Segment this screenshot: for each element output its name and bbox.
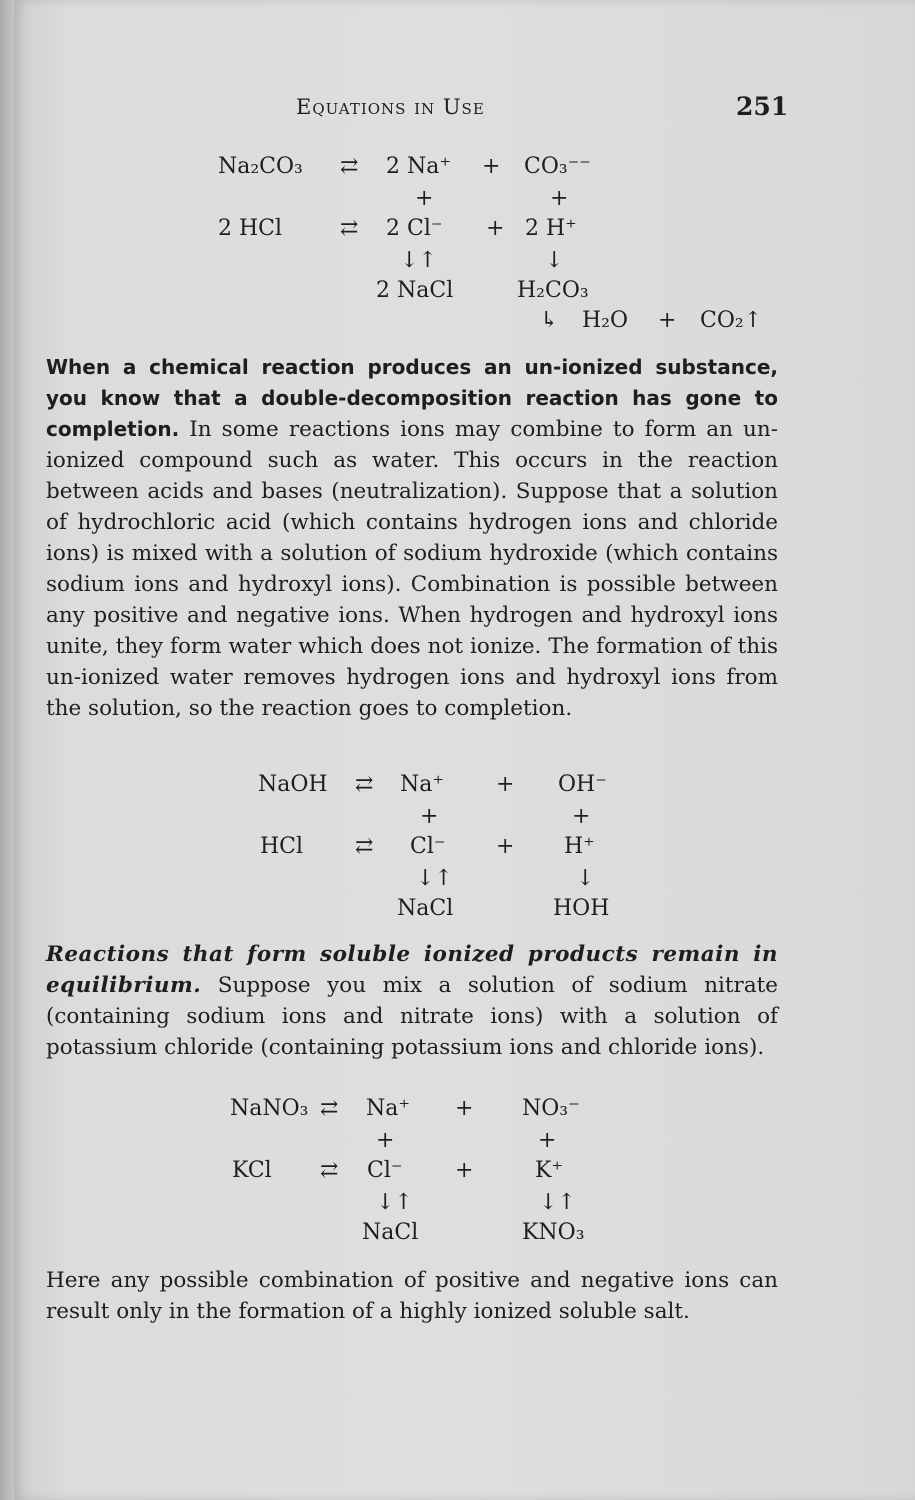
paragraph-body: Here any possible combination of positive and negative ions can result only in the formation of a highly ionized soluble salt.: [46, 1268, 778, 1324]
down-arrow: ↓: [545, 248, 564, 273]
reversible-arrow: ↓↑: [400, 248, 437, 273]
page-number: 251: [736, 92, 789, 121]
running-header: Equations in Use: [296, 95, 485, 119]
plus-sign: +: [455, 1096, 474, 1121]
down-arrow: ↓: [576, 866, 595, 891]
paragraph-lead-italic: Reactions that form soluble ionized products remain in equilibrium.: [46, 942, 778, 998]
paragraph-body: In some reactions ions may combine to form an un-ionized compound such as water. This occurs in the reaction between acids and bases (neutralization). Suppose that a solution of hydrochloric acid (which contains hydrogen ions and chloride ions) is mixed with a solution of sodium hydroxide (which contains sodium ions and hydroxyl ions). Combination is possible between any positive and negative ions. When hydrogen and hydroxyl ions unite, they form water which does not ionize. The formation of this un-ionized water removes hydrogen ions and hydroxyl ions from the solution, so the reaction goes to completion.: [46, 417, 778, 721]
plus-sign: +: [496, 834, 515, 859]
product-nacl: NaCl: [397, 896, 454, 921]
reactant-hcl: 2 HCl: [218, 216, 283, 241]
plus-sign: +: [496, 772, 515, 797]
plus-sign: +: [538, 1128, 557, 1153]
paragraph-body: Suppose you mix a solution of sodium nitrate (containing sodium ions and nitrate ions) with a solution of potassium chloride (containing potassium ions and chloride ions).: [46, 973, 778, 1060]
reactant-hcl: HCl: [260, 834, 304, 859]
plus-sign: +: [420, 804, 439, 829]
book-spine-shadow: [0, 0, 14, 1500]
ion-chloride: Cl⁻: [410, 834, 446, 859]
product-h2co3: H₂CO₃: [517, 278, 589, 303]
paragraph-soluble-salt: [46, 1265, 778, 1327]
equilibrium-arrow: ⇄: [320, 1096, 339, 1121]
ion-chloride: 2 Cl⁻: [386, 216, 443, 241]
ion-sodium: 2 Na⁺: [386, 154, 451, 179]
ion-hydroxyl: OH⁻: [558, 772, 607, 797]
plus-sign: +: [658, 308, 677, 333]
plus-sign: +: [550, 186, 569, 211]
ion-sodium: Na⁺: [400, 772, 444, 797]
reversible-arrow: ↓↑: [376, 1190, 413, 1215]
ion-carbonate: CO₃⁻⁻: [524, 154, 591, 179]
product-water: H₂O: [582, 308, 629, 333]
reversible-arrow: ↓↑: [539, 1190, 576, 1215]
ion-chloride: Cl⁻: [367, 1158, 403, 1183]
plus-sign: +: [376, 1128, 395, 1153]
equilibrium-arrow: ⇄: [340, 216, 359, 241]
product-hoh: HOH: [553, 896, 610, 921]
plus-sign: +: [415, 186, 434, 211]
paragraph-lead-bold: When a chemical reaction produces an un-ionized substance, you know that a double-decomposition reaction has gone to completion.: [46, 355, 778, 441]
reactant-kcl: KCl: [232, 1158, 272, 1183]
equilibrium-arrow: ⇄: [355, 834, 374, 859]
plus-sign: +: [482, 154, 501, 179]
ion-hydrogen: 2 H⁺: [525, 216, 577, 241]
paragraph-equilibrium: [46, 939, 778, 1063]
product-nacl: NaCl: [362, 1220, 419, 1245]
equilibrium-arrow: ⇄: [355, 772, 374, 797]
equilibrium-arrow: ⇄: [340, 154, 359, 179]
paragraph-completion: [46, 352, 778, 724]
product-kno3: KNO₃: [522, 1220, 585, 1245]
ion-potassium: K⁺: [535, 1158, 564, 1183]
ion-sodium: Na⁺: [366, 1096, 410, 1121]
reactant-na2co3: Na₂CO₃: [218, 154, 303, 179]
plus-sign: +: [455, 1158, 474, 1183]
plus-sign: +: [572, 804, 591, 829]
reactant-naoh: NaOH: [258, 772, 328, 797]
product-co2: CO₂↑: [700, 308, 763, 333]
product-nacl: 2 NaCl: [376, 278, 454, 303]
decomposition-arrow: ↳: [540, 308, 559, 333]
plus-sign: +: [486, 216, 505, 241]
ion-hydrogen: H⁺: [564, 834, 595, 859]
reactant-nano3: NaNO₃: [230, 1096, 309, 1121]
equilibrium-arrow: ⇄: [320, 1158, 339, 1183]
ion-nitrate: NO₃⁻: [522, 1096, 580, 1121]
reversible-arrow: ↓↑: [416, 866, 453, 891]
